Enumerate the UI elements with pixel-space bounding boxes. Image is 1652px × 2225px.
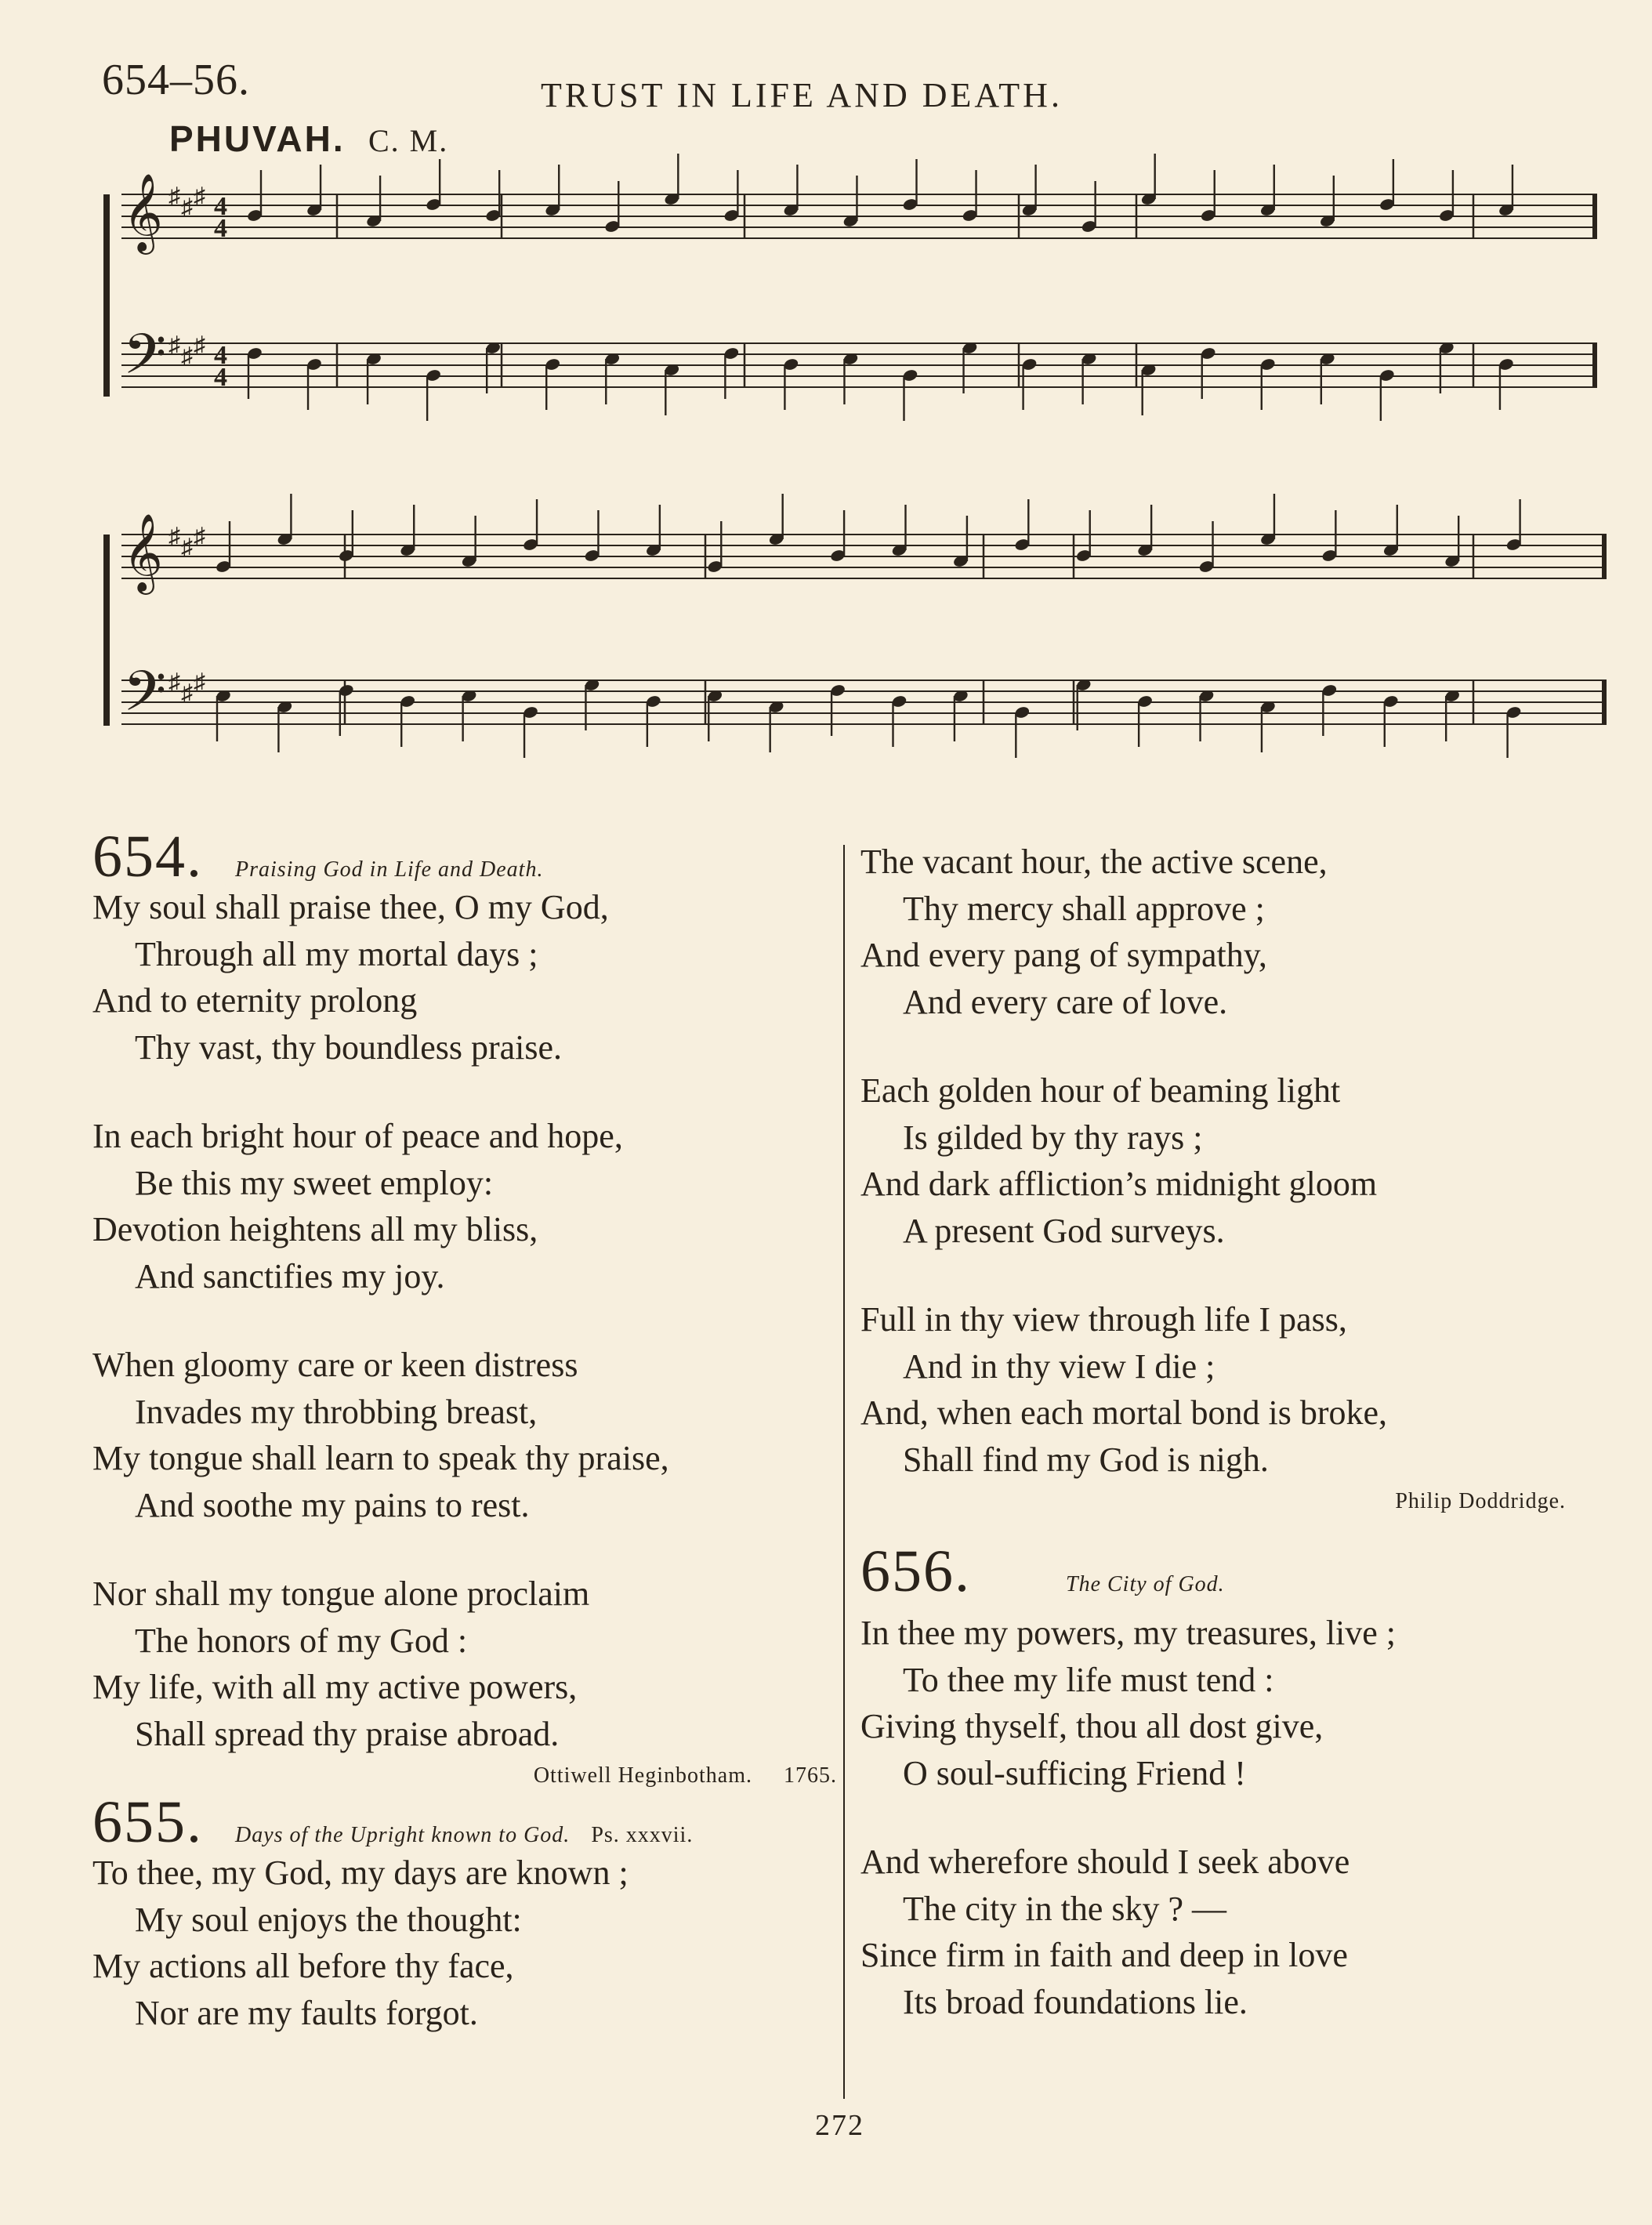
left-column: [92, 824, 837, 2036]
hymn-topic: Praising God in Life and Death.: [235, 857, 544, 882]
verse-line: Full in thy view through life I pass,: [860, 1300, 1347, 1339]
hymn-655-stanza-2: [860, 839, 1566, 1025]
verse-line: Be this my sweet employ:: [135, 1163, 494, 1202]
sharp-icon: ♯: [168, 183, 180, 209]
verse-line: Thy mercy shall approve ;: [903, 889, 1265, 928]
verse-line: Giving thyself, thou all dost give,: [860, 1707, 1324, 1745]
verse-line: And, when each mortal bond is broke,: [860, 1393, 1388, 1432]
hymn-655-stanza-4: [860, 1296, 1566, 1483]
verse-line: And wherefore should I seek above: [860, 1843, 1350, 1881]
verse-line: Is gilded by thy rays ;: [903, 1118, 1203, 1157]
verse-line: O soul-sufficing Friend !: [903, 1753, 1246, 1792]
bass-clef-icon: 𝄢: [123, 322, 167, 400]
verse-line: In each bright hour of peace and hope,: [92, 1117, 623, 1155]
hymn-654-heading: [92, 824, 837, 890]
hymn-655-stanza-1: [92, 1850, 837, 2036]
page-title: TRUST IN LIFE AND DEATH.: [541, 76, 1063, 114]
verse-line: And every pang of sympathy,: [860, 936, 1267, 974]
hymn-654-author: [92, 1757, 837, 1795]
psalm-reference: Ps. xxxvii.: [591, 1823, 694, 1847]
hymn-654-stanza-4: [92, 1571, 837, 1757]
verse-line: And soothe my pains to rest.: [135, 1485, 530, 1524]
verse-line: And dark affliction’s midnight gloom: [860, 1165, 1378, 1203]
sharp-icon: ♯: [194, 524, 205, 549]
sharp-icon: ♯: [168, 524, 180, 549]
verse-line: The honors of my God :: [135, 1621, 468, 1660]
hymn-656-stanza-2: [860, 1839, 1566, 2025]
verse-line: My soul enjoys the thought:: [135, 1900, 522, 1939]
column-divider: [843, 845, 845, 2099]
author-year: 1765.: [784, 1763, 837, 1788]
hymn-655-author: Philip Doddridge.: [1395, 1489, 1566, 1513]
verse-line: Nor shall my tongue alone proclaim: [92, 1575, 590, 1613]
sharp-icon: ♯: [168, 332, 180, 358]
verse-line: To thee, my God, my days are known ;: [92, 1854, 629, 1892]
verse-line: Its broad foundations lie.: [903, 1982, 1248, 2021]
final-bar: [1592, 343, 1597, 387]
sharp-icon: ♯: [181, 680, 193, 706]
verse-line: Through all my mortal days ;: [135, 934, 538, 973]
sharp-icon: ♯: [181, 535, 193, 560]
verse-line: Each golden hour of beaming light: [860, 1071, 1341, 1110]
hymn-number: 656.: [860, 1538, 971, 1604]
verse-line: My actions all before thy face,: [92, 1947, 514, 1985]
time-signature: 4: [214, 192, 227, 221]
verse-line: The city in the sky ? —: [903, 1889, 1227, 1928]
hymn-654-stanza-2: [92, 1113, 837, 1299]
sharp-icon: ♯: [181, 343, 193, 369]
verse-line: In thee my powers, my treasures, live ;: [860, 1614, 1397, 1652]
verse-line: Since firm in faith and deep in love: [860, 1936, 1348, 1974]
bass-clef-icon: 𝄢: [123, 659, 167, 737]
hymn-number: 654.: [92, 824, 203, 890]
hymn-topic: Days of the Upright known to God.: [235, 1823, 571, 1847]
sharp-icon: ♯: [194, 183, 205, 209]
final-bar: [1592, 194, 1597, 238]
time-signature: 4: [214, 363, 227, 392]
treble-clef-icon: 𝄞: [123, 513, 163, 592]
verse-line: A present God surveys.: [903, 1211, 1225, 1250]
sharp-icon: ♯: [194, 669, 205, 695]
hymn-number: 655.: [92, 1789, 203, 1855]
hymn-656-stanza-1: [860, 1610, 1566, 1796]
hymn-topic: The City of God.: [1066, 1572, 1225, 1596]
hymn-655-heading: [92, 1789, 837, 1855]
hymn-number-range: 654–56.: [102, 56, 250, 104]
verse-line: Shall spread thy praise abroad.: [135, 1714, 560, 1753]
verse-line: And sanctifies my joy.: [135, 1256, 445, 1296]
time-signature: 4: [214, 341, 227, 370]
treble-clef-icon: 𝄞: [123, 173, 163, 252]
verse-line: My soul shall praise thee, O my God,: [92, 888, 609, 926]
verse-line: My life, with all my active powers,: [92, 1668, 578, 1706]
verse-line: To thee my life must tend :: [903, 1660, 1274, 1699]
tune-name: PHUVAH.: [169, 118, 346, 159]
time-signature: 4: [214, 214, 227, 243]
music-score: [0, 0, 1652, 784]
verse-line: And every care of love.: [903, 982, 1228, 1021]
verse-line: Thy vast, thy boundless praise.: [135, 1027, 563, 1067]
final-bar: [1602, 535, 1607, 578]
verse-line: And to eternity prolong: [92, 981, 418, 1020]
verse-line: When gloomy care or keen distress: [92, 1346, 578, 1384]
verse-line: My tongue shall learn to speak thy praise,: [92, 1439, 669, 1477]
system-bracket: [103, 194, 110, 397]
right-column: [860, 839, 1566, 2025]
final-bar: [1602, 680, 1607, 724]
verse-line: Shall find my God is nigh.: [903, 1440, 1269, 1479]
sharp-icon: ♯: [168, 669, 180, 695]
author-name: Ottiwell Heginbotham.: [533, 1763, 752, 1788]
verse-line: The vacant hour, the active scene,: [860, 843, 1328, 881]
hymn-655-stanza-3: [860, 1067, 1566, 1254]
hymn-656-heading: [860, 1538, 1566, 1604]
sharp-icon: ♯: [181, 194, 193, 220]
verse-line: Devotion heightens all my bliss,: [92, 1210, 538, 1248]
verse-line: Nor are my faults forgot.: [135, 1993, 478, 2032]
sharp-icon: ♯: [194, 332, 205, 358]
page-number: 272: [815, 2109, 864, 2142]
tune-meter: C. M.: [368, 123, 449, 158]
verse-line: Invades my throbbing breast,: [135, 1392, 538, 1431]
system-bracket: [103, 535, 110, 726]
hymn-654-stanza-1: [92, 884, 837, 1071]
hymn-654-stanza-3: [92, 1342, 837, 1528]
verse-line: And in thy view I die ;: [903, 1346, 1215, 1386]
